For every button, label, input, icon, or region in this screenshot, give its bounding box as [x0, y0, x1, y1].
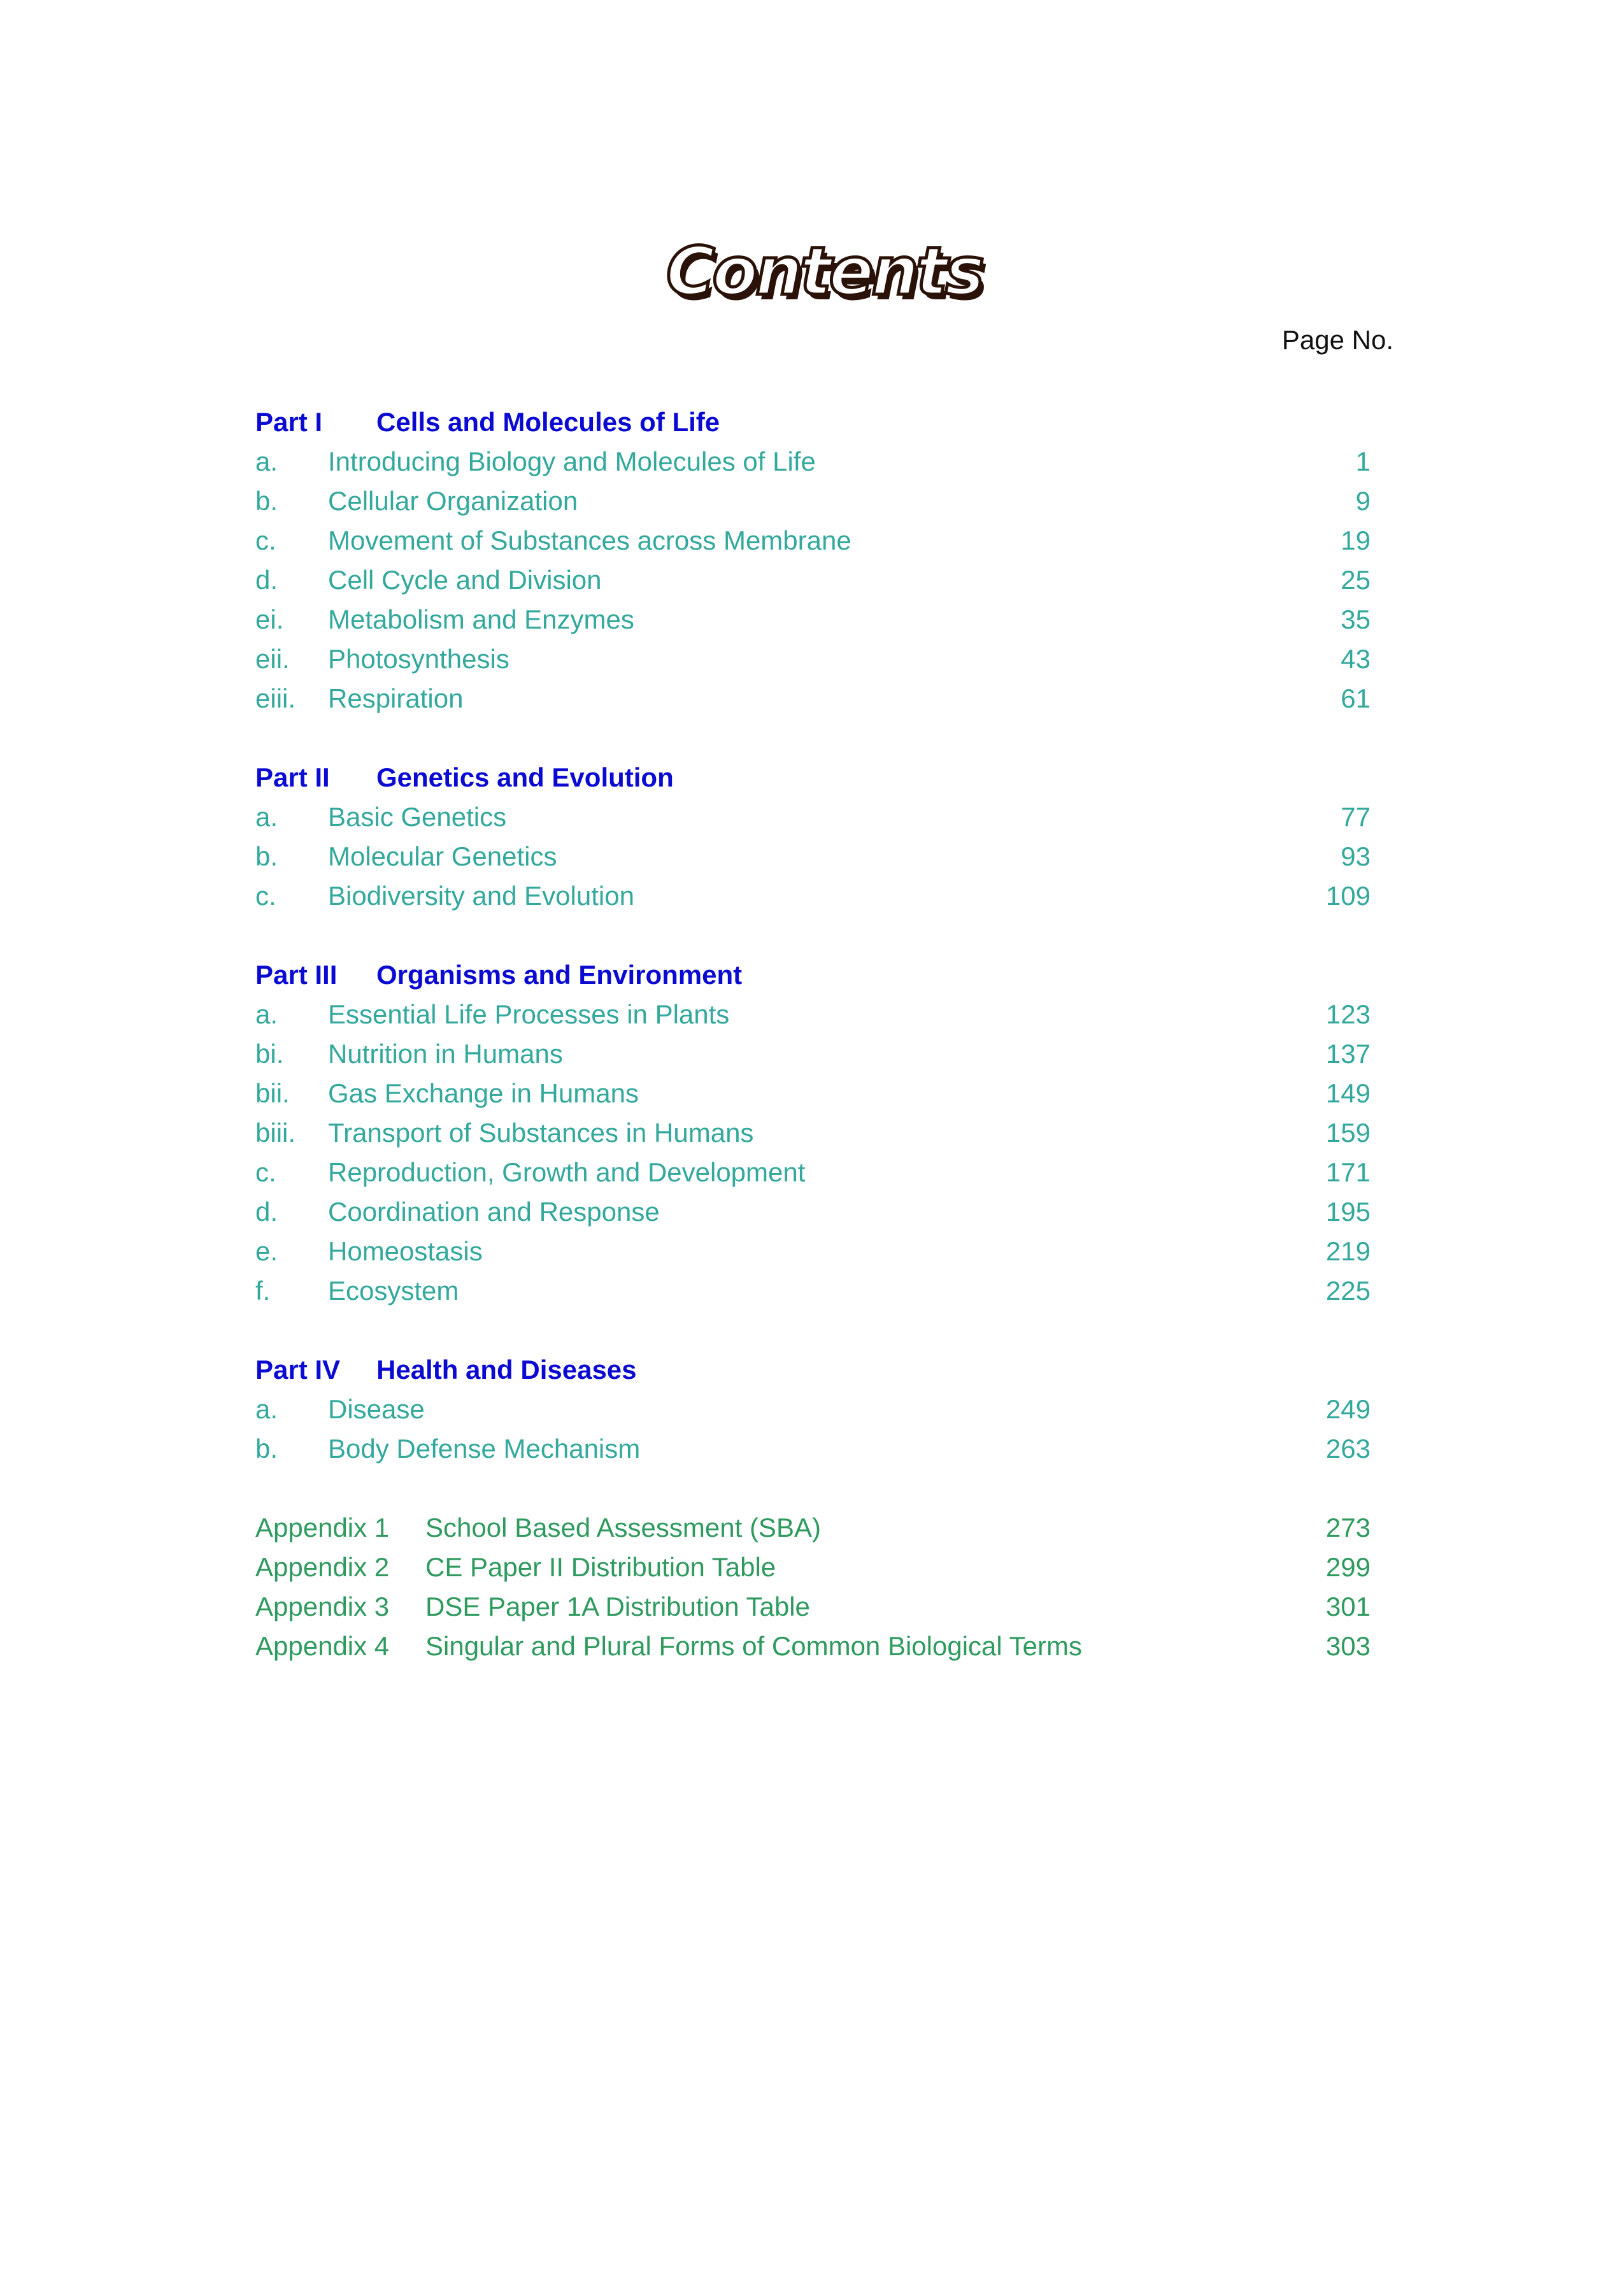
entry-page: 1 — [1355, 446, 1371, 476]
entry-title[interactable]: Body Defense Mechanism — [328, 1434, 641, 1464]
appendix-entry[interactable] — [255, 1627, 1371, 1666]
toc-entry[interactable] — [255, 837, 1371, 876]
entry-label: biii. — [255, 1118, 296, 1148]
contents-title: Contents — [666, 232, 982, 310]
part-heading — [255, 758, 1371, 797]
entry-page: 43 — [1341, 644, 1371, 674]
entry-label: b. — [255, 841, 278, 871]
appendix-title[interactable]: CE Paper II Distribution Table — [425, 1552, 776, 1582]
toc-entry[interactable] — [255, 639, 1371, 679]
entry-title[interactable]: Introducing Biology and Molecules of Life — [328, 446, 816, 476]
appendix-label: Appendix 4 — [255, 1631, 390, 1661]
entry-page: 35 — [1341, 604, 1371, 634]
toc-entry[interactable] — [255, 1034, 1371, 1074]
toc-entry[interactable] — [255, 600, 1371, 639]
section-gap — [255, 1469, 1371, 1508]
part-title: Cells and Molecules of Life — [376, 407, 720, 437]
entry-label: eiii. — [255, 683, 296, 713]
part-label: Part II — [255, 762, 330, 792]
entry-title[interactable]: Transport of Substances in Humans — [328, 1118, 754, 1148]
toc-entry[interactable] — [255, 876, 1371, 916]
toc-entry[interactable] — [255, 1192, 1371, 1232]
entry-title[interactable]: Photosynthesis — [328, 644, 509, 674]
entry-label: b. — [255, 486, 278, 516]
appendix-label: Appendix 2 — [255, 1552, 390, 1582]
entry-page: 61 — [1341, 683, 1371, 713]
toc-entry[interactable] — [255, 995, 1371, 1034]
entry-page: 77 — [1341, 802, 1371, 832]
entry-page: 171 — [1325, 1157, 1371, 1187]
entry-page: 263 — [1325, 1434, 1371, 1464]
entry-title[interactable]: Reproduction, Growth and Development — [328, 1157, 806, 1187]
entry-title[interactable]: Nutrition in Humans — [328, 1039, 563, 1069]
appendix-page: 273 — [1325, 1513, 1371, 1543]
part-label: Part IV — [255, 1355, 341, 1385]
part-label: Part III — [255, 960, 338, 990]
appendix-label: Appendix 3 — [255, 1592, 390, 1621]
toc-entry[interactable] — [255, 442, 1371, 481]
entry-label: c. — [255, 881, 276, 911]
toc-entry[interactable] — [255, 679, 1371, 718]
entry-title[interactable]: Respiration — [328, 683, 464, 713]
toc-entry[interactable] — [255, 1113, 1371, 1153]
appendix-title[interactable]: DSE Paper 1A Distribution Table — [425, 1592, 810, 1621]
toc-entry[interactable] — [255, 797, 1371, 837]
toc-entry[interactable] — [255, 1232, 1371, 1271]
entry-title[interactable]: Biodiversity and Evolution — [328, 881, 634, 911]
entry-title[interactable]: Cell Cycle and Division — [328, 565, 602, 595]
entry-label: bi. — [255, 1039, 284, 1069]
toc-entry[interactable] — [255, 481, 1371, 521]
entry-page: 93 — [1341, 841, 1371, 871]
entry-page: 219 — [1325, 1236, 1371, 1266]
entry-page: 123 — [1325, 999, 1371, 1029]
entry-page: 9 — [1355, 486, 1371, 516]
appendix-page: 303 — [1325, 1631, 1371, 1661]
toc-entry[interactable] — [255, 1429, 1371, 1469]
entry-page: 249 — [1325, 1394, 1371, 1424]
entry-page: 159 — [1325, 1118, 1371, 1148]
appendix-page: 299 — [1325, 1552, 1371, 1582]
toc-entry[interactable] — [255, 1271, 1371, 1311]
section-gap — [255, 718, 1371, 758]
entry-title[interactable]: Basic Genetics — [328, 802, 507, 832]
part-heading — [255, 1350, 1371, 1390]
entry-label: d. — [255, 565, 278, 595]
part-label: Part I — [255, 407, 323, 437]
entry-label: f. — [255, 1276, 271, 1306]
entry-title[interactable]: Metabolism and Enzymes — [328, 604, 634, 634]
entry-label: eii. — [255, 644, 290, 674]
page-no-header: Page No. — [1281, 325, 1393, 355]
entry-label: ei. — [255, 604, 284, 634]
entry-label: b. — [255, 1434, 278, 1464]
entry-label: c. — [255, 525, 276, 555]
entry-title[interactable]: Movement of Substances across Membrane — [328, 525, 851, 555]
entry-title[interactable]: Homeostasis — [328, 1236, 483, 1266]
entry-title[interactable]: Cellular Organization — [328, 486, 578, 516]
entry-title[interactable]: Disease — [328, 1394, 425, 1424]
toc-entry[interactable] — [255, 521, 1371, 560]
toc-entry[interactable] — [255, 1153, 1371, 1192]
entry-page: 137 — [1325, 1039, 1371, 1069]
appendix-label: Appendix 1 — [255, 1513, 390, 1543]
entry-label: a. — [255, 1394, 278, 1424]
entry-title[interactable]: Molecular Genetics — [328, 841, 557, 871]
entry-page: 109 — [1325, 881, 1371, 911]
appendix-title[interactable]: Singular and Plural Forms of Common Biological Terms — [425, 1631, 1082, 1661]
toc-entry[interactable] — [255, 560, 1371, 600]
entry-title[interactable]: Coordination and Response — [328, 1197, 660, 1227]
entry-title[interactable]: Essential Life Processes in Plants — [328, 999, 730, 1029]
section-gap — [255, 916, 1371, 955]
toc-entry[interactable] — [255, 1074, 1371, 1113]
entry-label: bii. — [255, 1078, 290, 1108]
entry-page: 19 — [1341, 525, 1371, 555]
entry-page: 149 — [1325, 1078, 1371, 1108]
part-heading — [255, 403, 1371, 442]
appendix-entry[interactable] — [255, 1587, 1371, 1627]
entry-page: 195 — [1325, 1197, 1371, 1227]
entry-label: a. — [255, 999, 278, 1029]
toc-entry[interactable] — [255, 1390, 1371, 1429]
entry-title[interactable]: Ecosystem — [328, 1276, 459, 1306]
appendix-title[interactable]: School Based Assessment (SBA) — [425, 1513, 821, 1543]
entry-page: 25 — [1341, 565, 1371, 595]
table-of-contents — [255, 403, 1371, 1666]
entry-title[interactable]: Gas Exchange in Humans — [328, 1078, 639, 1108]
part-title: Organisms and Environment — [376, 960, 743, 990]
entry-label: a. — [255, 446, 278, 476]
part-title: Genetics and Evolution — [376, 762, 674, 792]
entry-page: 225 — [1325, 1276, 1371, 1306]
entry-label: e. — [255, 1236, 278, 1266]
appendix-page: 301 — [1325, 1592, 1371, 1621]
section-gap — [255, 1311, 1371, 1350]
entry-label: c. — [255, 1157, 276, 1187]
appendix-entry[interactable] — [255, 1508, 1371, 1548]
part-heading — [255, 955, 1371, 995]
appendix-entry[interactable] — [255, 1548, 1371, 1587]
part-title: Health and Diseases — [376, 1355, 637, 1385]
entry-label: a. — [255, 802, 278, 832]
entry-label: d. — [255, 1197, 278, 1227]
